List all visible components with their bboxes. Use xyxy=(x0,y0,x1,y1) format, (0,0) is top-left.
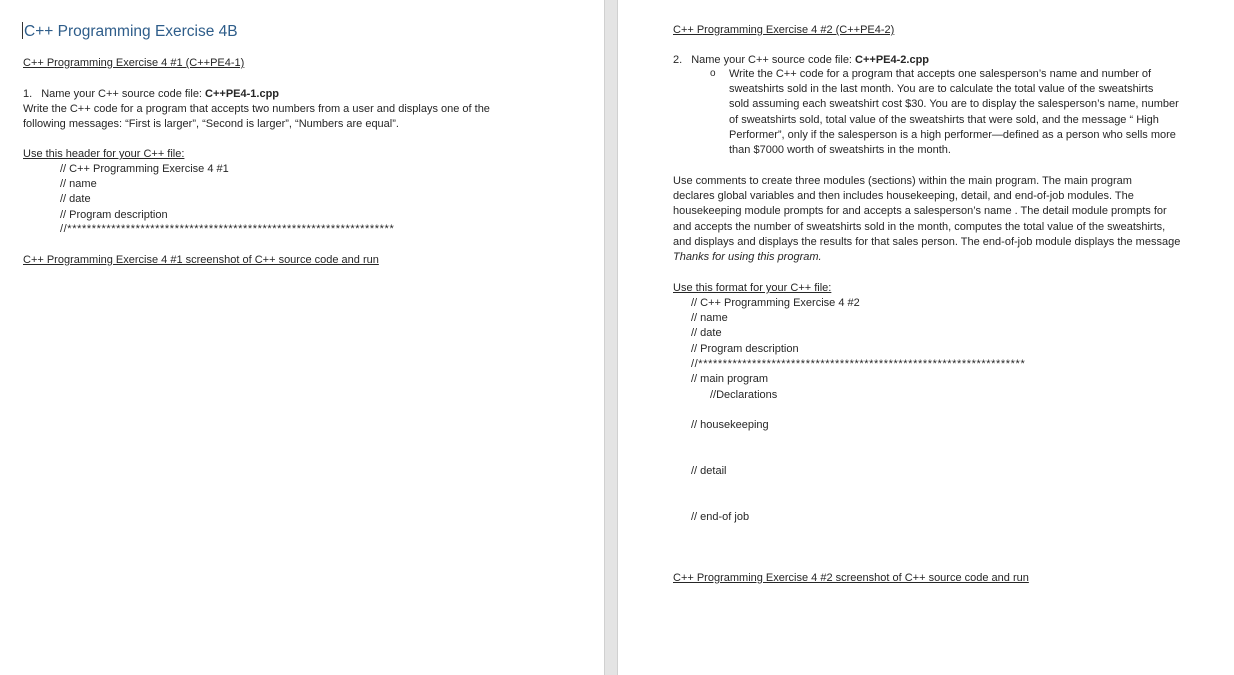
exercise-1-name-prefix: Name your C++ source code file: xyxy=(41,88,206,100)
document-title-text: C++ Programming Exercise 4B xyxy=(24,23,238,40)
exercise-2-heading: C++ Programming Exercise 4 #2 (C++PE4-2) xyxy=(673,24,895,36)
format-line: // main program xyxy=(691,373,769,386)
bullet-text-line: Performer”, only if the salesperson is a high performer—defined as a person who sells more xyxy=(729,128,1176,141)
end-of-job-comment: // end-of job xyxy=(691,511,750,523)
exercise-1-header-block xyxy=(60,162,394,236)
exercise-2-modules-paragraph xyxy=(673,174,1180,265)
header-separator-line: //******************************************************************* xyxy=(60,222,395,235)
header-line: // Program description xyxy=(60,208,168,221)
modules-line: housekeeping module prompts for and accepts a salesperson’s name . The detail module prompts for xyxy=(673,205,1167,218)
exercise-1-screenshot-heading: C++ Programming Exercise 4 #1 screenshot of C++ source code and run xyxy=(23,254,379,266)
format-separator-line: //******************************************************************* xyxy=(691,357,1026,370)
bullet-text-line: Write the C++ code for a program that accepts one salesperson’s name and number of xyxy=(729,68,1152,80)
exercise-1-heading: C++ Programming Exercise 4 #1 (C++PE4-1) xyxy=(23,57,245,69)
format-line: // date xyxy=(691,327,722,340)
document-title xyxy=(22,22,238,42)
exercise-2-item-number: 2. xyxy=(673,54,683,66)
exercise-2-format-block xyxy=(691,296,1025,387)
exercise-2-name-prefix: Name your C++ source code file: xyxy=(691,54,856,66)
document-page-2[interactable] xyxy=(618,0,1234,675)
exercise-2-file-name: C++PE4-2.cpp xyxy=(855,54,930,66)
exercise-1-header-label: Use this header for your C++ file: xyxy=(23,148,185,160)
format-line: // Program description xyxy=(691,342,799,355)
bullet-text-line: sweatshirts sold in the last month. You are to calculate the total value of the sweatshirts xyxy=(729,83,1154,96)
exercise-1-description-line: following messages: “First is larger”, “Second is larger”, “Numbers are equal”. xyxy=(23,118,399,131)
modules-line: and displays and displays the results for that sales person. The end-of-job module displays the message xyxy=(673,235,1181,248)
exercise-2-bullet-text xyxy=(729,67,1179,158)
exercise-1-item-number: 1. xyxy=(23,88,33,100)
exercise-2-format-label: Use this format for your C++ file: xyxy=(673,282,832,294)
exercise-1-description xyxy=(23,102,490,132)
detail-comment: // detail xyxy=(691,465,727,477)
header-line: // C++ Programming Exercise 4 #1 xyxy=(60,163,229,175)
format-line: // C++ Programming Exercise 4 #2 xyxy=(691,297,860,309)
declarations-comment: //Declarations xyxy=(710,389,778,401)
header-line: // name xyxy=(60,178,97,191)
document-page-1[interactable] xyxy=(0,0,604,675)
bullet-text-line: of sweatshirts sold, total value of the sweatshirts that were sold, and the message “ High xyxy=(729,113,1159,126)
page-gap xyxy=(604,0,618,675)
bullet-icon: o xyxy=(710,68,716,79)
exercise-1-item xyxy=(23,87,279,102)
text-cursor xyxy=(22,22,23,39)
bullet-text-line: sold assuming each sweatshirt cost $30. You are to display the salesperson’s name, number xyxy=(729,98,1179,111)
exercise-1-file-name: C++PE4-1.cpp xyxy=(205,88,280,100)
format-line: // name xyxy=(691,312,728,325)
modules-line: Use comments to create three modules (sections) within the main program. The main program xyxy=(673,175,1132,187)
modules-line: declares global variables and then includes housekeeping, detail, and end-of-job modules. The xyxy=(673,190,1134,203)
housekeeping-comment: // housekeeping xyxy=(691,419,769,431)
exercise-2-screenshot-heading: C++ Programming Exercise 4 #2 screenshot of C++ source code and run xyxy=(673,572,1029,584)
bullet-text-line: than $7000 worth of sweatshirts in the month. xyxy=(729,144,951,157)
exercise-1-description-line: Write the C++ code for a program that accepts two numbers from a user and displays one of the xyxy=(23,103,490,115)
modules-line: and accepts the number of sweatshirts sold in the month, computes the total value of the sweatshirts, xyxy=(673,220,1166,233)
header-line: // date xyxy=(60,193,91,206)
modules-italic-line: Thanks for using this program. xyxy=(673,251,822,264)
